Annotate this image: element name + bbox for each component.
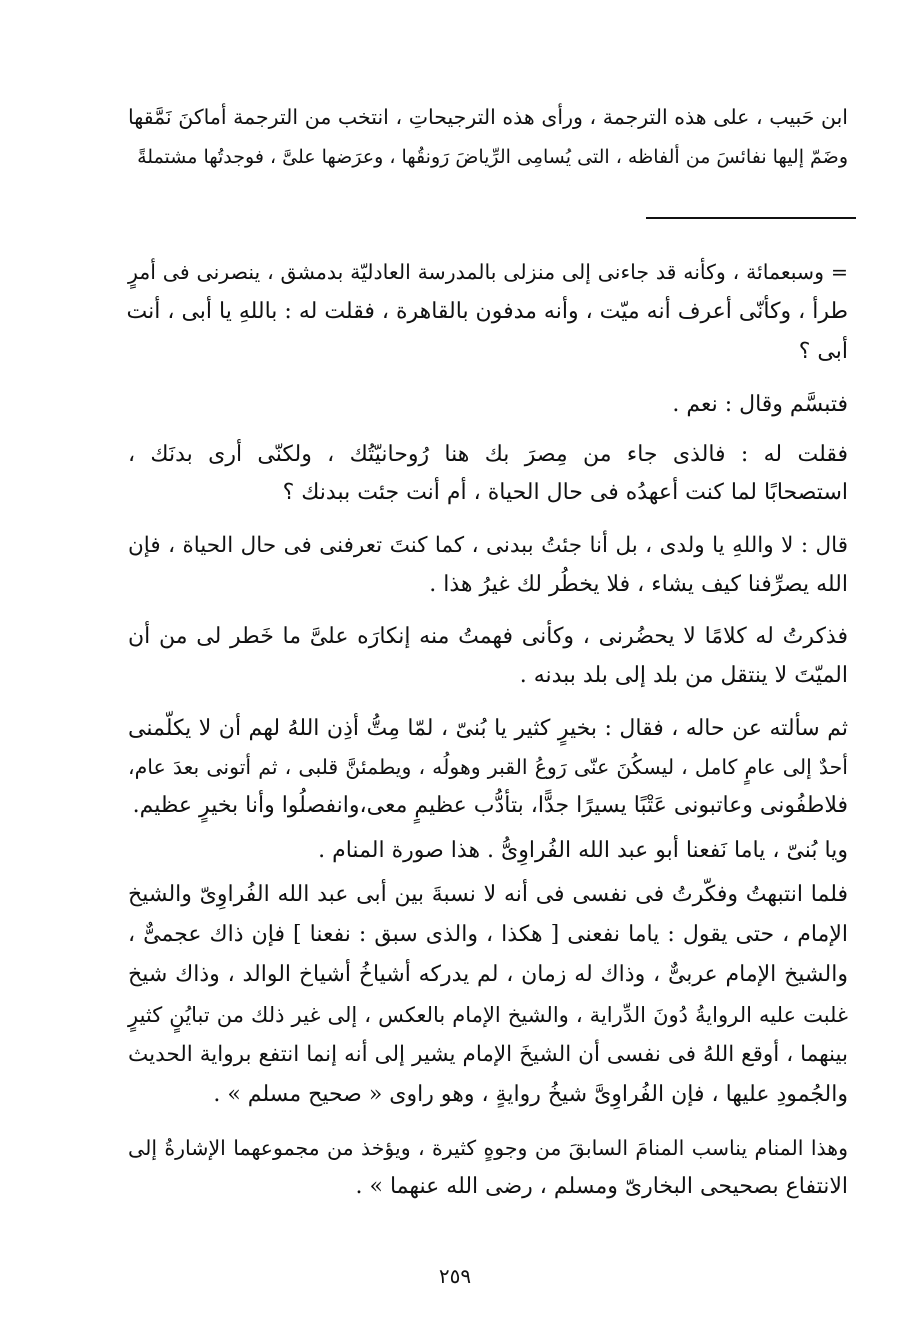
footnote-line: بينهما ، أوقع اللهُ فى نفسى أن الشيخَ الإمام يشير إلى أنه إنما انتفع برواية الحديث <box>128 1042 848 1067</box>
footnote-line: استصحابًا لما كنت أعهدُه فى حال الحياة ، أم أنت جئت ببدنك ؟ <box>282 480 848 505</box>
footnote-line: غلبت عليه الروايةُ دُونَ الدِّراية ، والشيخ الإمام بالعكس ، إلى غير ذلك من تبايُنٍ كثيرٍ <box>128 1003 848 1027</box>
footnote-line: وهذا المنام يناسب المنامَ السابقَ من وجوهٍ كثيرة ، ويؤخذ من مجموعهما الإشارةُ إلى <box>128 1136 848 1160</box>
footnote-line: الله يصرِّفنا كيف يشاء ، فلا يخطُر لك غيرُ هذا . <box>429 572 848 597</box>
footnote-line: فلما انتبهتُ وفكّرتُ فى نفسى فى أنه لا نسبةَ بين أبى عبد الله الفُراوِىّ والشيخ <box>128 882 848 907</box>
footnote-line: الإمام ، حتى يقول : ياما نفعنى [ هكذا ، والذى سبق : نفعنا ] فإن ذاك عجمىٌّ ، <box>128 922 848 947</box>
footnote-divider <box>646 217 856 219</box>
footnote-line: الميّتَ لا ينتقل من بلد إلى بلد ببدنه . <box>519 663 848 688</box>
footnote-line: = وسبعمائة ، وكأنه قد جاءنى إلى منزلى بالمدرسة العادليّة بدمشق ، ينصرنى فى أمرٍ <box>128 260 848 284</box>
footnote-line: أبى ؟ <box>798 339 848 364</box>
main-text-line: ابن حَبيب ، على هذه الترجمة ، ورأى هذه الترجيحاتِ ، انتخب من الترجمة أماكنَ نَمَّقها <box>128 105 848 129</box>
footnote-line: فلاطفُونى وعاتبونى عَتْبًا يسيرًا جدًّا، بتأدُّب عظيمٍ معى،وانفصلُوا وأنا بخيرٍ عظيم. <box>132 793 848 818</box>
footnote-line: والجُمودِ عليها ، فإن الفُراوِىَّ شيخُ روايةٍ ، وهو راوى « صحيح مسلم » . <box>213 1082 848 1107</box>
footnote-line: فذكرتُ له كلامًا لا يحضُرنى ، وكأنى فهمتُ منه إنكارَه علىَّ ما خَطر لى من أن <box>128 624 848 649</box>
footnote-line: أحدٌ إلى عامٍ كامل ، ليسكُنَ عنّى رَوعُ القبر وهولُه ، ويطمئنَّ قلبى ، ثم أتونى بعدَ عام، <box>128 755 848 779</box>
footnote-line: فتبسَّم وقال : نعم . <box>672 392 848 417</box>
footnote-line: ويا بُنىّ ، ياما نَفعنا أبو عبد الله الفُراوِىُّ . هذا صورة المنام . <box>318 838 848 863</box>
footnote-line: والشيخ الإمام عربىٌّ ، وذاك له زمان ، لم يدركه أشياخُ أشياخ الوالد ، وذاك شيخ <box>128 962 848 987</box>
main-text-line: وضَمّ إليها نفائسَ من ألفاظه ، التى يُسامِى الرِّياضَ رَونقُها ، وعرَضها علىَّ ، فوجدتُها مشتملةً <box>137 146 848 168</box>
footnote-line: الانتفاع بصحيحى البخارىّ ومسلم ، رضى الله عنهما » . <box>355 1174 848 1199</box>
footnote-line: طرأ ، وكأنّى أعرف أنه ميّت ، وأنه مدفون بالقاهرة ، فقلت له : باللهِ يا أبى ، أنت <box>126 299 848 324</box>
footnote-line: قال : لا واللهِ يا ولدى ، بل أنا جئتُ ببدنى ، كما كنتَ تعرفنى فى حال الحياة ، فإن <box>128 533 848 558</box>
page-number: ٢٥٩ <box>438 1264 472 1288</box>
footnote-line: فقلت له : فالذى جاء من مِصرَ بك هنا رُوحانيّتُك ، ولكنّى أرى بدنَك ، <box>128 442 848 467</box>
footnote-line: ثم سألته عن حاله ، فقال : بخيرٍ كثير يا بُنىّ ، لمّا مِتُّ أذِن اللهُ لهم أن لا يكلّمنى <box>128 716 848 741</box>
